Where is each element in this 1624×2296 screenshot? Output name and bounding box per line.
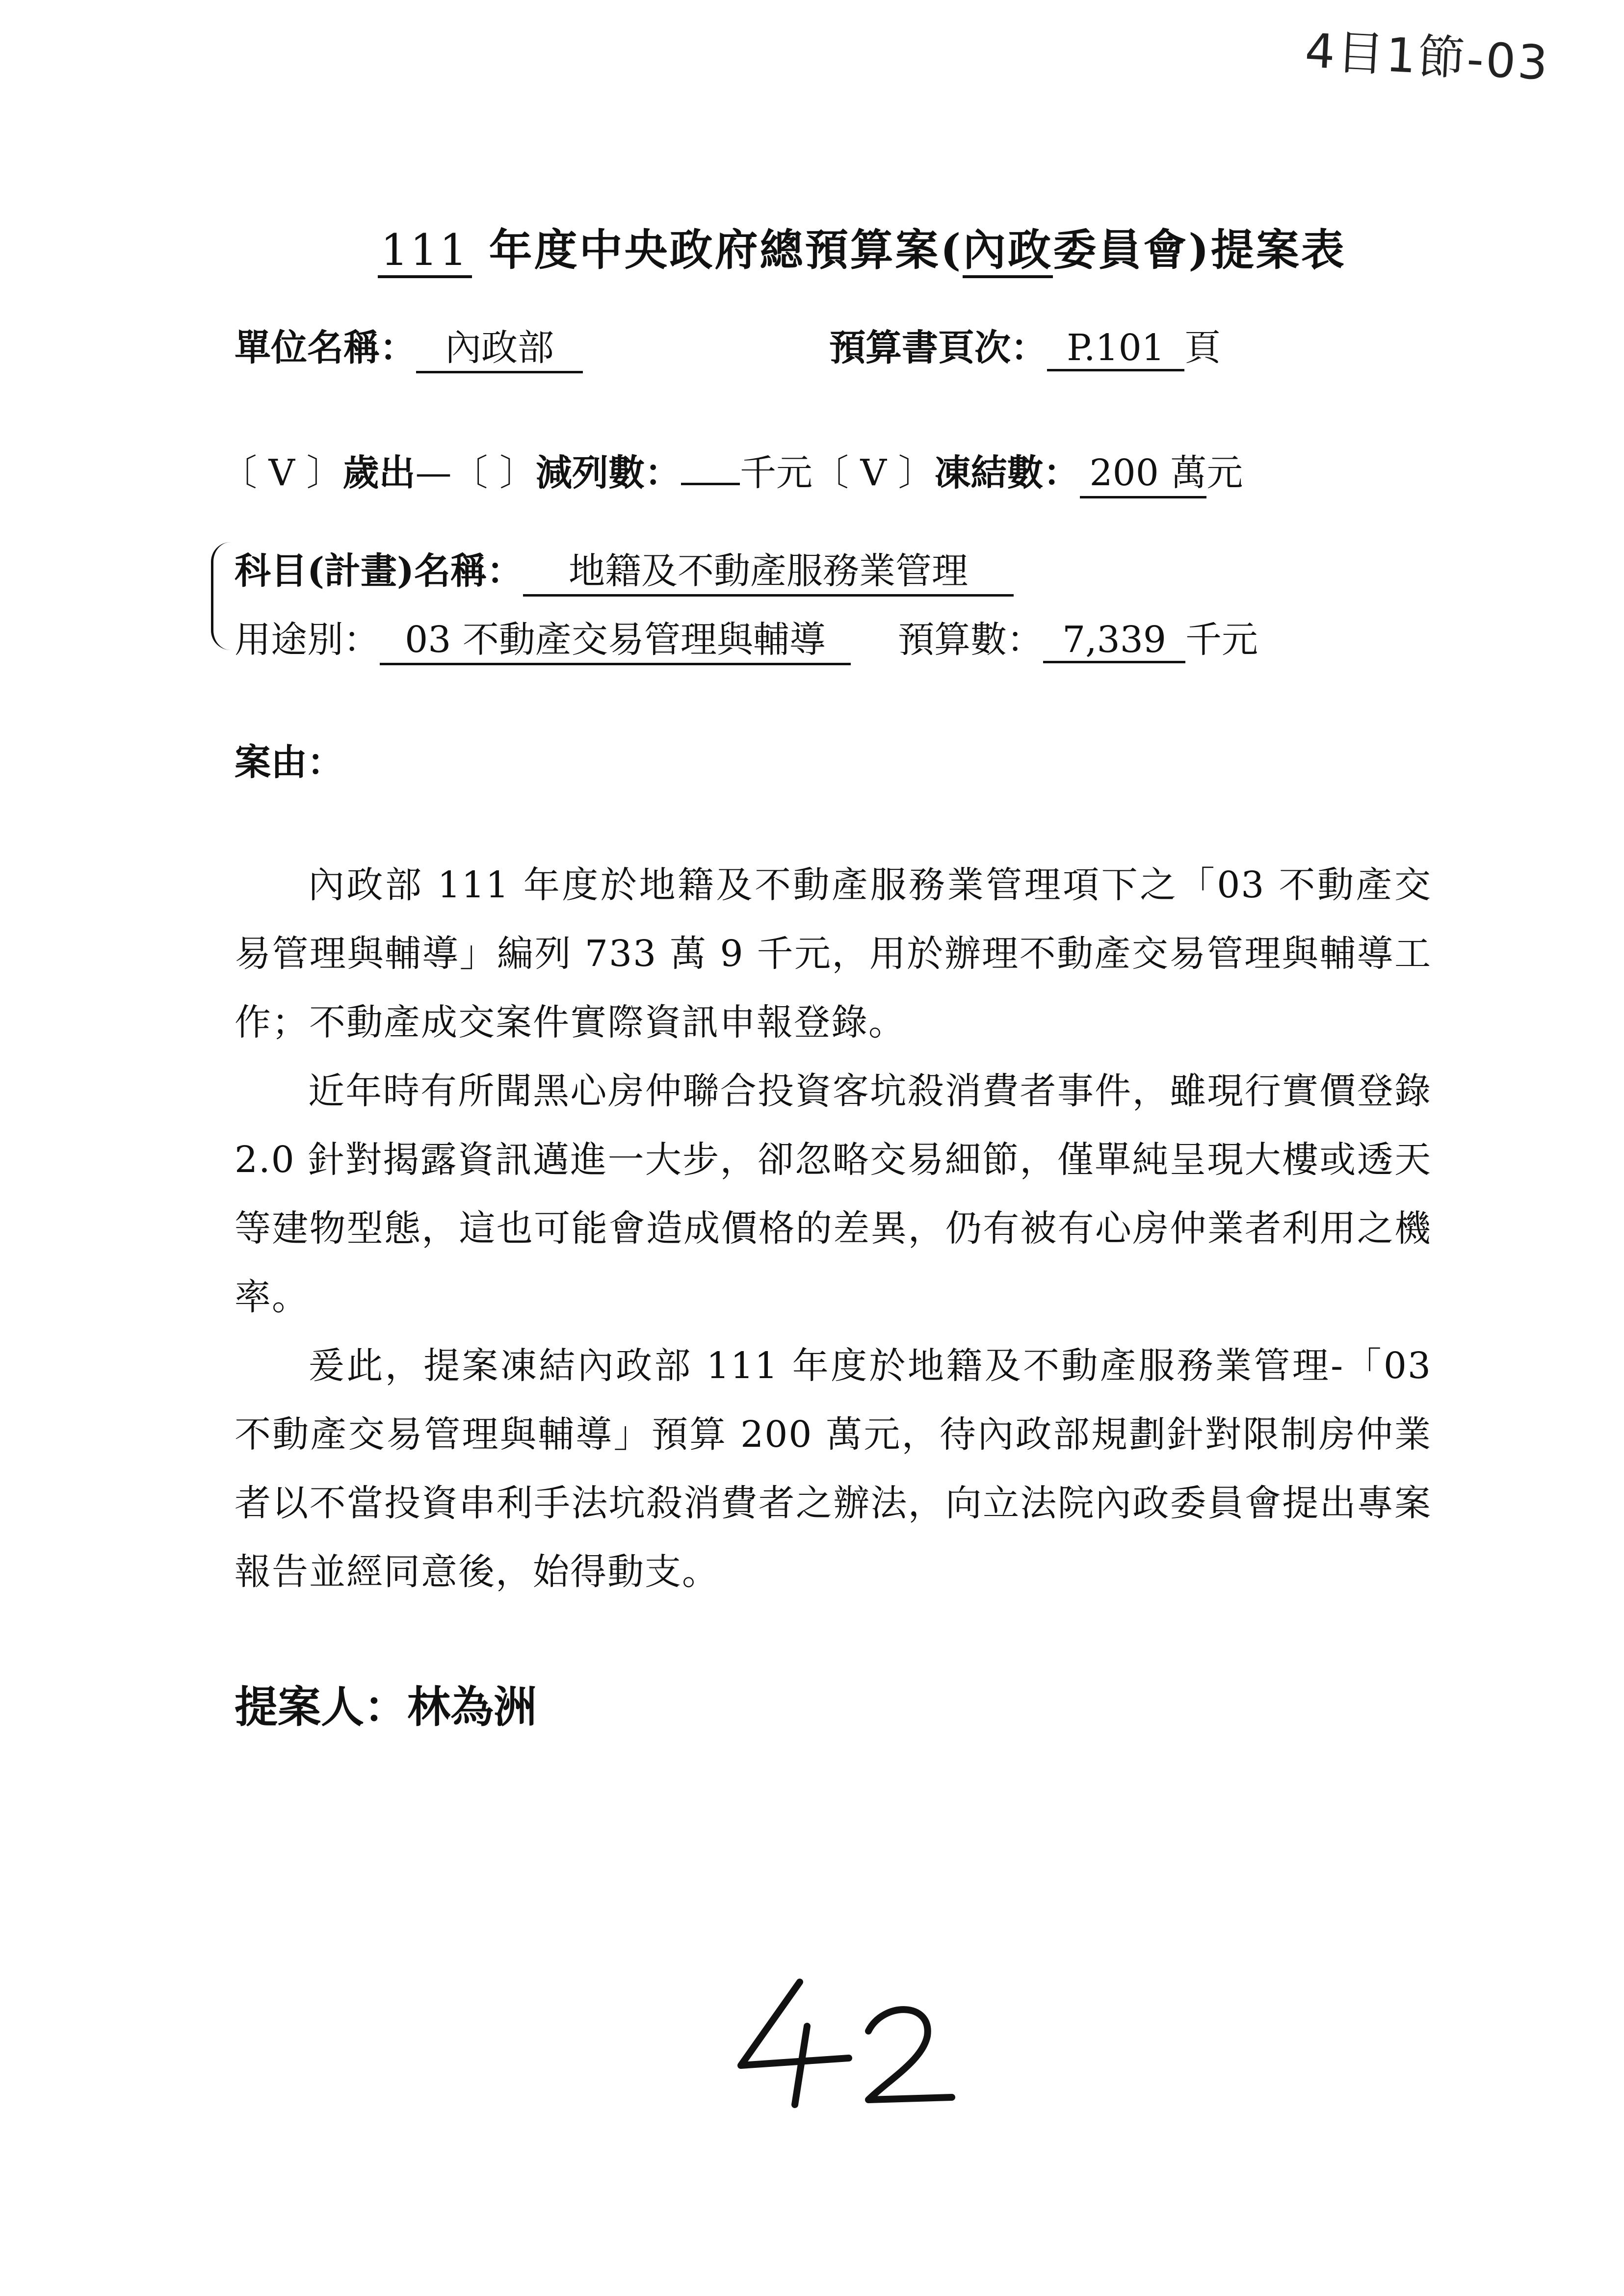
usage-value: 03 不動產交易管理與輔導 [380,611,851,665]
subject-value: 地籍及不動產服務業管理 [523,542,1014,597]
handwritten-page-number [721,1972,967,2119]
unit-label: 單位名稱： [235,327,416,369]
unit-row [235,319,583,373]
title-year: 111 [378,225,472,278]
reduction-blank [681,483,740,485]
freeze-unit-tail: 元 [1206,452,1243,494]
proposer-label: 提案人： [235,1681,408,1732]
title-committee: 內政 [963,224,1053,278]
reason-paragraph-2: 近年時有所聞黑心房仲聯合投資客坑殺消費者事件，雖現行實價登錄 2.0 針對揭露資訊邁進一大步，卻忽略交易細節，僅單純呈現大樓或透天等建物型態，這也可能會造成價格的差異，仍有被有心房仲業者利用之機率。 [235,1070,1432,1318]
check-freeze: 〔 V 〕 [812,452,935,494]
amount-row [898,611,1258,663]
title-tail: 委員會)提案表 [1053,224,1346,275]
amount-value: 7,339 [1043,619,1185,663]
freeze-value: 200 [1089,452,1159,494]
proposer-row [235,1673,537,1735]
reason-paragraph-1: 內政部 111 年度於地籍及不動產服務業管理項下之「03 不動產交易管理與輔導」編列 733 萬 9 千元，用於辦理不動產交易管理與輔導工作；不動產成交案件實際資訊申報登錄。 [235,864,1432,1044]
page-ref-suffix: 頁 [1184,327,1221,369]
unit-value: 內政部 [416,319,583,373]
amount-unit: 千元 [1185,619,1258,661]
budget-line-row [221,444,1243,498]
usage-row [235,611,851,665]
reason-label: 案由： [235,741,343,783]
proposer-name: 林為洲 [407,1681,537,1732]
page-ref-row [829,319,1221,371]
freeze-unit-underlined: 萬 [1170,452,1207,494]
subject-label: 科目(計畫)名稱： [235,550,524,592]
usage-label: 用途別： [235,619,380,661]
subject-row [235,542,1014,597]
item-expenditure: 歲出 [342,452,416,494]
page-ref-label: 預算書頁次： [829,327,1047,369]
title-mid: 年度中央政府總預算案( [471,224,963,275]
handwritten-corner-note: 4目1節-03 [1304,23,1551,91]
item-freeze: 凍結數： [934,452,1080,494]
reason-paragraph-3: 爰此，提案凍結內政部 111 年度於地籍及不動產服務業管理-「03 不動產交易管理與輔導」預算 200 萬元，待內政部規劃針對限制房仲業者以不當投資串利手法坑殺消費者之辦法，向立法院內政委員會提出專案報告並經同意後，始得動支。 [235,1345,1432,1593]
freeze-amount-underlined [1080,444,1207,498]
budget-dash: — [415,452,452,494]
check-expenditure: 〔 V 〕 [221,452,343,494]
reduction-unit: 千元 [740,452,813,494]
amount-label: 預算數： [898,619,1043,661]
subject-bracket [211,542,233,650]
page-ref-value: P.101 [1047,327,1184,371]
check-reduction: 〔 〕 [451,452,536,494]
item-reduction: 減列數： [536,452,681,494]
page-title [378,216,1346,278]
